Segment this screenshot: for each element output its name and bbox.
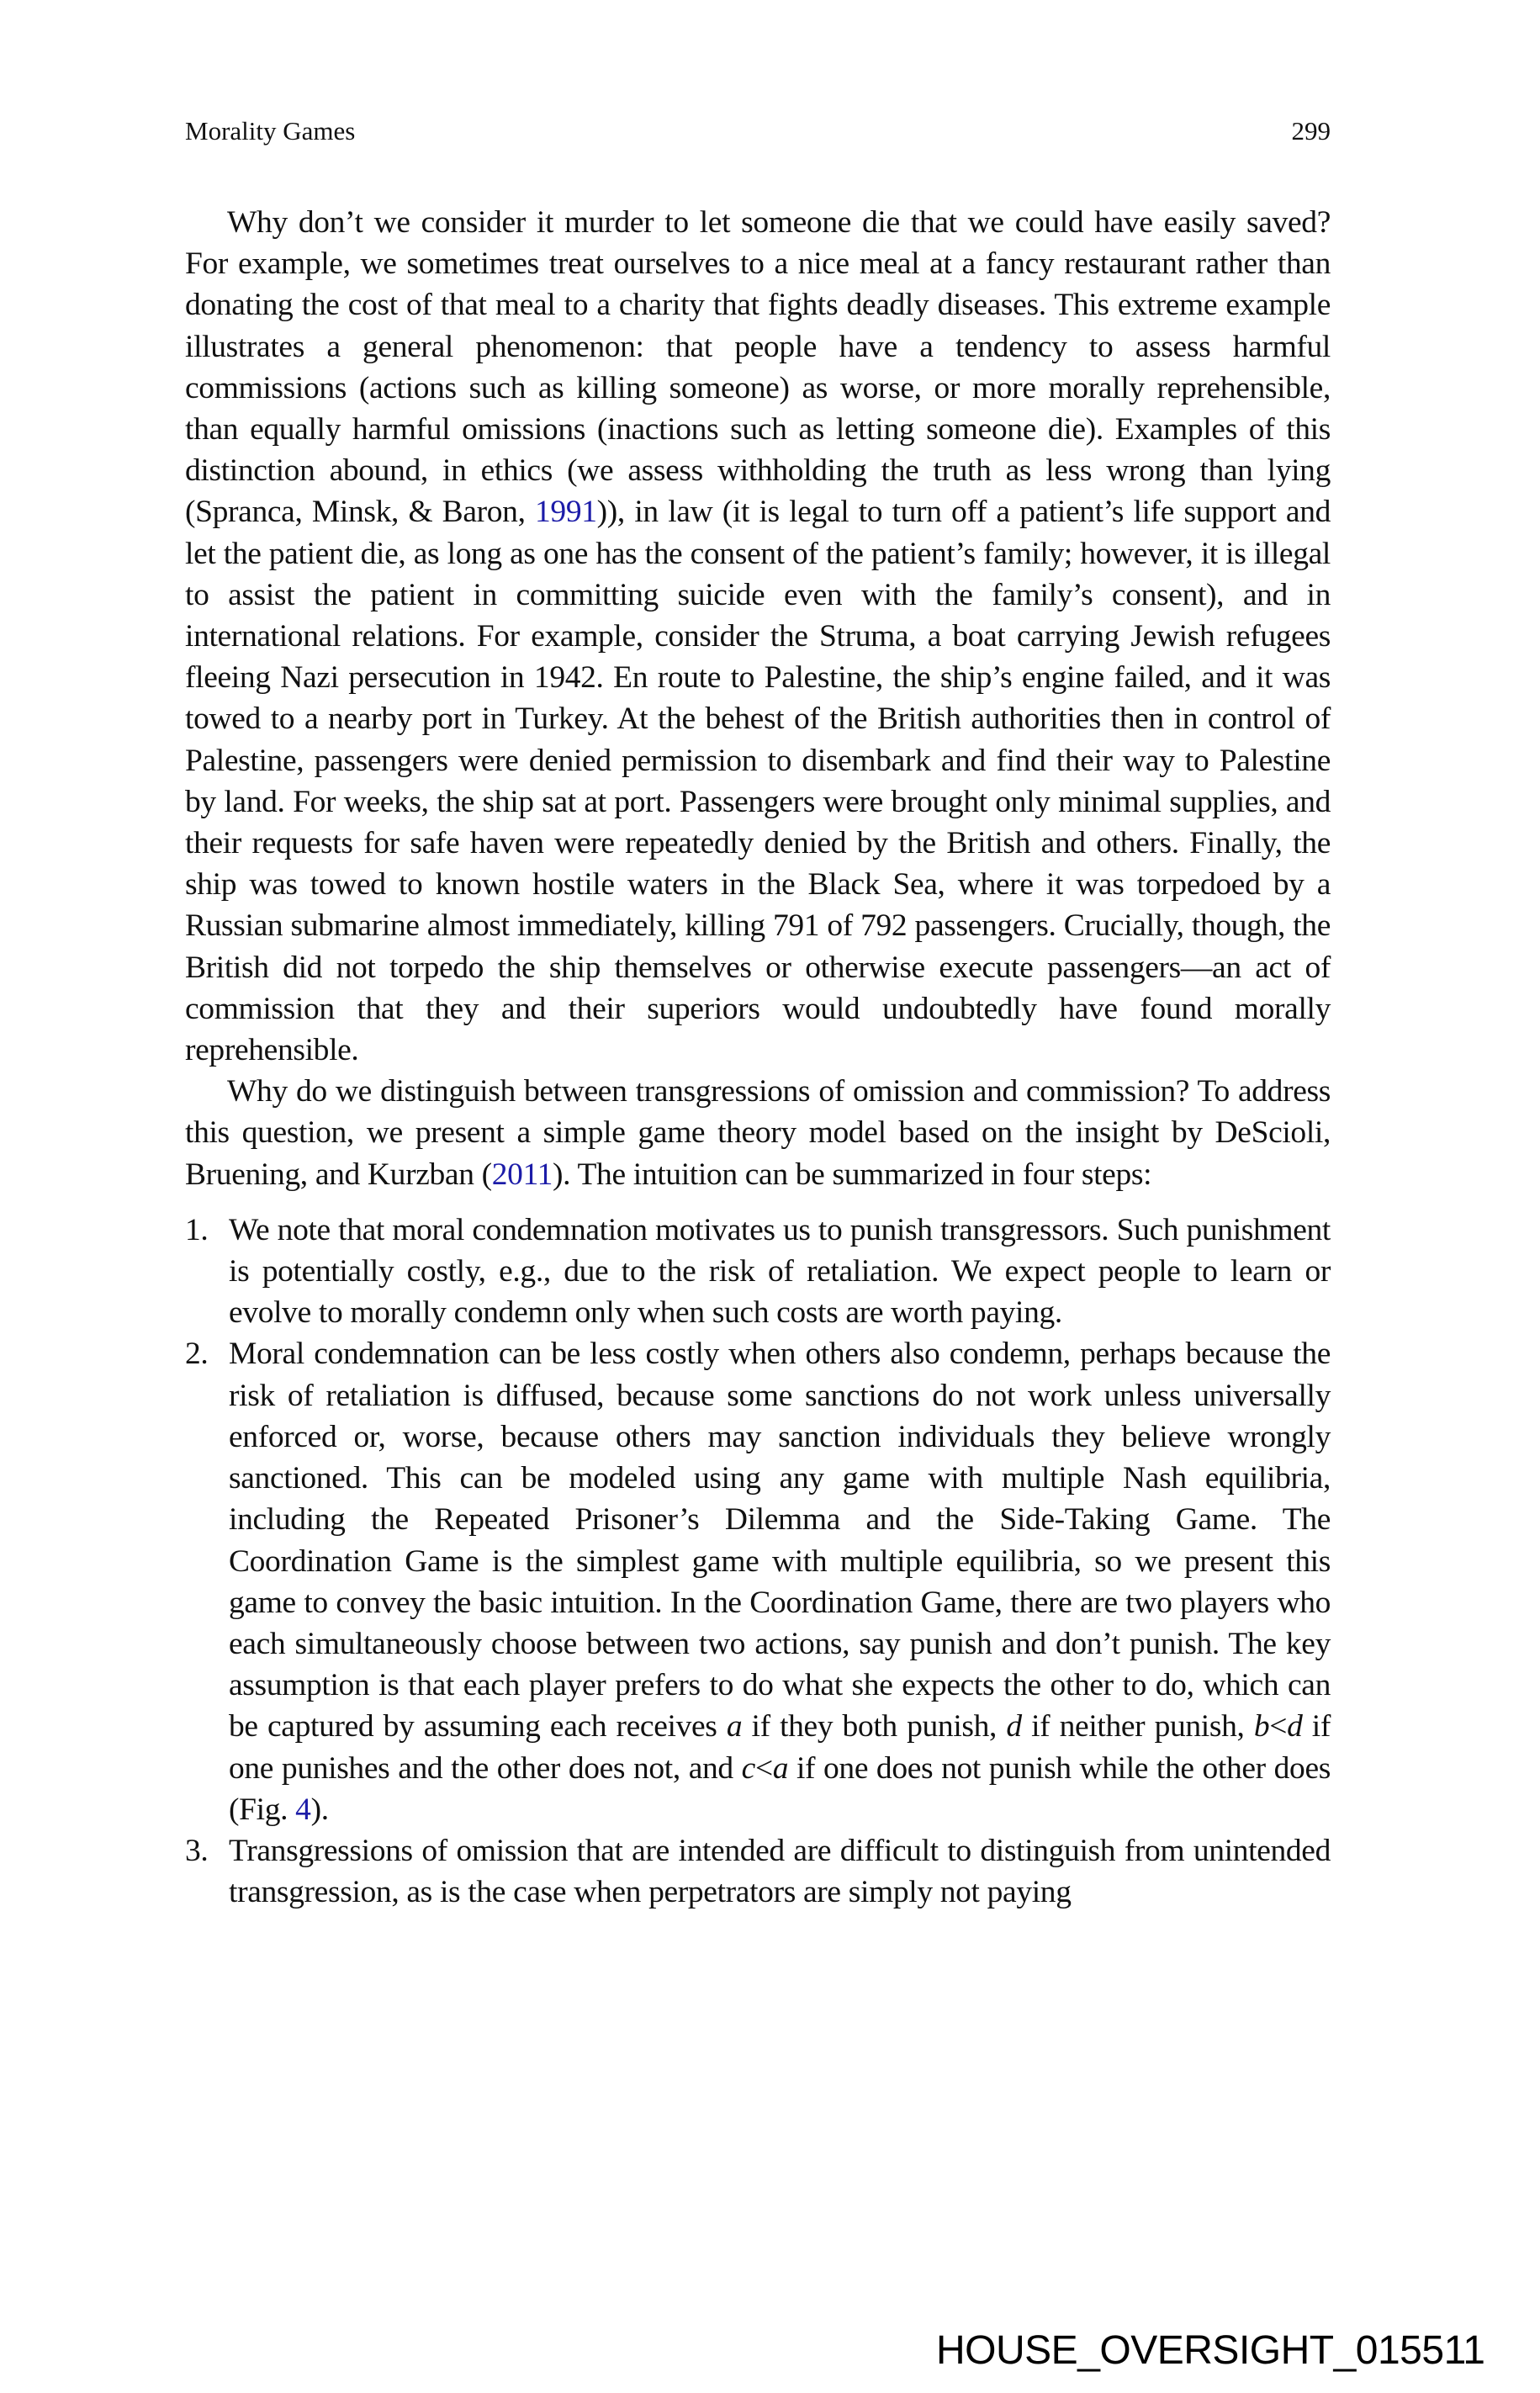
list-item-text xyxy=(229,1213,1331,1330)
list-item-text xyxy=(229,1337,1331,1826)
list-item xyxy=(185,1210,1331,1334)
bates-stamp: HOUSE_OVERSIGHT_015511 xyxy=(936,2328,1485,2373)
math-variable: d xyxy=(1006,1709,1022,1744)
text-run: if they both punish, xyxy=(742,1709,1007,1744)
text-run: if one punishes and the other does not, and xyxy=(229,1709,1331,1786)
citation-link[interactable]: 1991 xyxy=(535,495,597,530)
list-number: 1. xyxy=(185,1212,209,1247)
text-run: if one does not punish while the other does (Fig. xyxy=(229,1750,1331,1827)
math-variable: d xyxy=(1287,1709,1303,1744)
text-run: < xyxy=(1269,1709,1288,1744)
math-variable: a xyxy=(772,1750,789,1786)
list-number: 3. xyxy=(185,1833,209,1868)
text-run: We note that moral condemnation motivates us to punish transgressors. Such punishment is potentially costly, e.g., due to the risk of retaliation. We expect people to learn or evolve to morally condemn only when such costs are worth paying. xyxy=(229,1212,1331,1331)
text-run: Why do we distinguish between transgressions of omission and commission? To address this question, we present a simple game theory model based on the insight by DeScioli, Bruening, and Kurzban ( xyxy=(185,1074,1331,1192)
text-run: Transgressions of omission that are intended are difficult to distinguish from unintended transgression, as is the case when perpetrators are simply not paying xyxy=(229,1833,1331,1910)
math-variable: a xyxy=(726,1709,743,1744)
text-run: Why don’t we consider it murder to let someone die that we could have easily saved? For example, we sometimes treat ourselves to a nice meal at a fancy restaurant rather than donating the cost of that meal to a charity that fights deadly diseases. This extreme example illustrates a general phenomenon: that people have a tendency to assess harmful commissions (actions such as killing someone) as worse, or more morally reprehensible, than equally harmful omissions (inactions such as letting someone die). Examples of this distinction abound, in ethics (we assess withholding the truth as less wrong than lying (Spranca, Minsk, & Baron, xyxy=(185,205,1331,530)
running-title: Morality Games xyxy=(185,116,356,146)
list-item-text xyxy=(229,1834,1331,1909)
list-item xyxy=(185,1333,1331,1829)
math-variable: b xyxy=(1253,1709,1270,1744)
numbered-list xyxy=(185,1210,1331,1913)
text-run: Moral condemnation can be less costly when others also condemn, perhaps because the risk of retaliation is diffused, because some sanctions do not work unless universally enforced or, worse, because others may sanction individuals they believe wrongly sanctioned. This can be modeled using any game with multiple Nash equilibria, including the Repeated Prisoner’s Dilemma and the Side-Taking Game. The Coordination Game is the simplest game with multiple equilibria, so we present this game to convey the basic intuition. In the Coordination Game, there are two players who each simultaneously choose between two actions, say punish and don’t punish. The key assumption is that each player prefers to do what she expects the other to do, which can be captured by assuming each receives xyxy=(229,1337,1331,1744)
citation-link[interactable]: 2011 xyxy=(491,1157,553,1192)
paragraph xyxy=(185,202,1331,1071)
paragraph xyxy=(185,1071,1331,1195)
body-text xyxy=(185,202,1331,1913)
page-number: 299 xyxy=(1291,116,1331,146)
text-run: ). The intuition can be summarized in four steps: xyxy=(552,1157,1152,1192)
text-run: if neither punish, xyxy=(1021,1709,1254,1744)
text-run: ). xyxy=(310,1792,329,1827)
running-head xyxy=(185,116,1331,150)
list-item xyxy=(185,1830,1331,1913)
text-run: )), in law (it is legal to turn off a patient’s life support and let the patient die, as long as one has the consent of the patient’s family; however, it is illegal to assist the patient in committing suicide even with the family’s consent), and in international relations. For example, consider the Struma, a boat carrying Jewish refugees fleeing Nazi persecution in 1942. En route to Palestine, the ship’s engine failed, and it was towed to a nearby port in Turkey. At the behest of the British authorities then in control of Palestine, passengers were denied permission to disembark and find their way to Palestine by land. For weeks, the ship sat at port. Passengers were brought only minimal supplies, and their requests for safe haven were repeatedly denied by the British and others. Finally, the ship was towed to known hostile waters in the Black Sea, where it was torpedoed by a Russian submarine almost immediately, killing 791 of 792 passengers. Crucially, though, the British did not torpedo the ship themselves or otherwise execute passengers—an act of commission that they and their superiors would undoubtedly have found morally reprehensible. xyxy=(185,495,1331,1068)
citation-link[interactable]: 4 xyxy=(295,1792,311,1827)
text-run: < xyxy=(754,1750,773,1786)
list-number: 2. xyxy=(185,1337,209,1372)
math-variable: c xyxy=(741,1750,755,1786)
